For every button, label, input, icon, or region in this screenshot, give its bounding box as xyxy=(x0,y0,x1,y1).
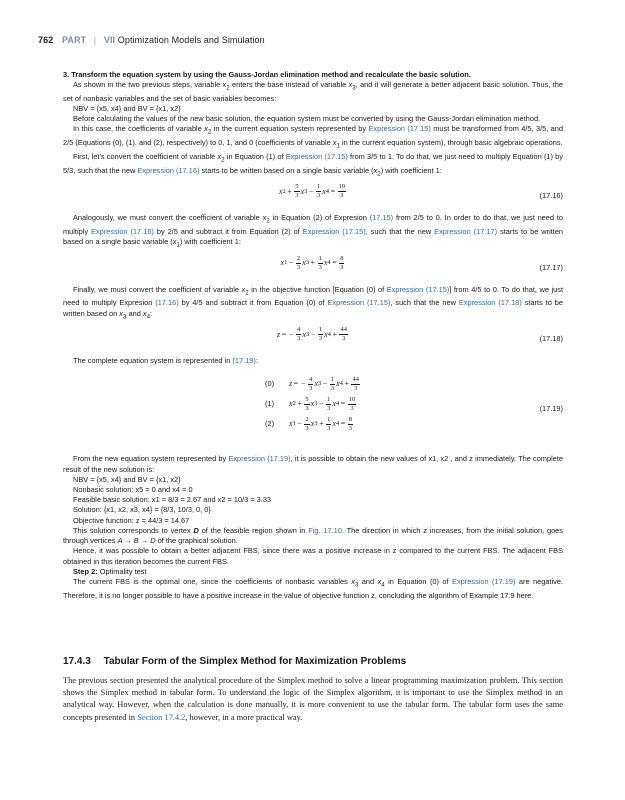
equation: x 2 + $\frac{5}{3}$ x 3 − $\frac{1}{3}$ x 4 = $\frac{10}{3}$ xyxy=(278,183,346,200)
expression-link[interactable]: Expression (17.19) xyxy=(452,576,516,586)
paragraph: Before calculating the values of the new basic solution, the equation system must be converted by using the Gauss-Jordan elimination method. xyxy=(73,114,541,124)
paragraph: From the new equation system represented by Expression (17.19), it is possible to obtain the new values of x1, x2 , and z immediately. The complete result of the new solution is: xyxy=(63,454,563,474)
main-text xyxy=(63,70,563,601)
paragraph: Analogously, we must convert the coefficient of variable $x_2$ in Equation (2) of Expresion (17.15) from 2/5 to 0. In order to do that, we just need to multiply Expression (17.16) by 2/5 and subtract it from Equation (2) of Expression (17.15), such that the new Expression (17.17) starts to be written based on a single basic variable $(x_1)$ with coefficient 1: xyxy=(63,213,564,249)
expression-link[interactable]: Expression (17.15) xyxy=(386,284,450,294)
step2-heading: Step 2: Optimality test xyxy=(73,566,147,576)
equation-17-18 xyxy=(63,326,563,352)
expression-link[interactable]: Expression (17.16) xyxy=(90,226,154,236)
expression-link[interactable]: Expression (17.15) xyxy=(285,151,348,161)
expression-link[interactable]: Expression (17.15) xyxy=(368,124,431,134)
equation-number: (17.16) xyxy=(539,191,563,201)
section-link[interactable]: Section 17.4.2 xyxy=(137,712,186,722)
paragraph: In this case, the coefficients of variable $x_2$ in the current equation system represented by Expression (17.15) must be transformed from 4/5, 3/5, and 2/5 (Equations (0), (1), and (2), respectively) to 0, 1, and 0 (coefficients of variable $x_1$ in the current equation system), through basic algebraic operations. xyxy=(63,124,564,150)
expression-link[interactable]: Expression (17.15) xyxy=(302,226,366,236)
paragraph: The complete equation system is represented in (17.19): xyxy=(73,356,258,366)
section-body xyxy=(63,675,563,724)
expression-link[interactable]: Expression (17.19) xyxy=(228,454,291,464)
step3-heading: 3. Transform the equation system by using the Gauss-Jordan elimination method and recalculate the basic solution. xyxy=(63,70,471,79)
paragraph: Finally, we must convert the coefficient of variable $x_2$ in the objective function [Equation (0) of Expression (17.15)] from 4/5 to 0. To do that, we just need to multiply Expresion (17.16) by 4/5 and subtract it from Equation (0) of Expression (17.15), such that the new Expression (17.18) starts to be written based on $x_3$ and $x_4$: xyxy=(63,284,564,321)
expression-link[interactable]: (17.16) xyxy=(155,298,179,308)
expression-link[interactable]: (17.19) xyxy=(232,356,256,366)
equation: z = − $\frac{4}{3}$ x 3 − $\frac{1}{3}$ x 4 + $\frac{44}{3}$ xyxy=(277,326,347,343)
figure-link[interactable]: Fig. 17.10 xyxy=(308,525,342,535)
equation-label: (2) xyxy=(265,419,275,429)
equation-17-17 xyxy=(63,255,563,281)
expression-link[interactable]: Expression (17.18) xyxy=(458,298,522,308)
expression-link[interactable]: Expression (17.15) xyxy=(327,298,391,308)
result-feasible: Feasible basic solution: x1 = 8/3 = 2.67 and x2 = 10/3 = 3.33 xyxy=(73,495,272,505)
expression-link[interactable]: Expression (17.17) xyxy=(434,226,498,236)
equation-17-16 xyxy=(63,183,563,209)
equation-label: (0) xyxy=(265,379,275,389)
section-title: Tabular Form of the Simplex Method for Maximization Problems xyxy=(103,656,407,667)
equation-number: (17.18) xyxy=(539,334,563,344)
section-number: 17.4.3 xyxy=(63,656,91,667)
part-label: PART xyxy=(61,35,87,45)
separator: | xyxy=(93,35,97,45)
result-nbv: NBV = {x5, x4} and BV = {x1, x2} xyxy=(73,474,181,484)
paragraph: This solution corresponds to vertex D of the feasible region shown in Fig. 17.10. The direction in which z increases, from the initial solution, goes through vertices A → B → D of the graphical solution. xyxy=(63,525,563,546)
equation-number: (17.17) xyxy=(539,262,563,272)
result-solution: Solution: {x1, x2, x3, x4} = {8/3, 10/3, 0, 0} xyxy=(73,505,211,515)
page-number: 762 xyxy=(38,35,54,45)
section-heading xyxy=(63,656,563,667)
result-nonbasic: Nonbasic solution: x5 = 0 and x4 = 0 xyxy=(73,485,193,495)
expression-link[interactable]: (17.15) xyxy=(369,213,394,223)
paragraph: The previous section presented the analytical procedure of the Simplex method to solve a linear programming maximization problem. This section shows the Simplex method in tabular form. To understand the logic of the Simplex algorithm, it is important to use the Simplex method in an analytical way. However, when the calculation is done manually, it is more convenient to use the tabular form. The tabular form uses the same concepts presented in Section 17.4.2, however, in a more practical way. xyxy=(63,676,563,722)
equation-17-19 xyxy=(63,370,563,450)
running-head xyxy=(38,35,265,45)
result-objective: Objective function: z = 44/3 = 14.67 xyxy=(73,515,190,525)
chapter-title: Optimization Models and Simulation xyxy=(117,35,265,45)
part-number: VII xyxy=(103,35,116,45)
equation-system: (0) z = − $\frac{4}{3}$ x 3 − $\frac{1}{3}$ x 4 + $\frac{44}{3}$ (1) x 2 + $\frac{5}{3}$ x 3 − $\frac{1}{3}$ x 4 = $\frac{10}{3}$ (2) x 1 − $\frac{2}{3}$ x 3 + $\frac{1}{3}$ x 4 = $\frac{8}{3}$ xyxy=(265,375,359,432)
equation-number: (17.19) xyxy=(539,404,563,414)
equation-label: (1) xyxy=(265,399,275,409)
equation: x 1 − $\frac{2}{3}$ x 3 + $\frac{1}{3}$ x 4 = $\frac{8}{3}$ xyxy=(280,254,344,271)
paragraph: As shown in the two previous steps, variable $x_2$ enters the base instead of variable $x_3$, and it will generate a better adjacent basic solution. Thus, the set of nonbasic variables and the set of basic variables becomes: xyxy=(63,80,563,103)
paragraph: The current FBS is the optimal one, since the coefficients of nonbasic variables $x_3$ and $x_4$ in Equation (0) of Expression (17.19) are negative. Therefore, it is no longer possible to have a positive increase in the value of objective function z, concluding the algorithm of Example 17.9 here. xyxy=(63,576,563,600)
expression-link[interactable]: Expression (17.16) xyxy=(137,165,200,175)
paragraph: Hence, it was possible to obtain a better adjacent FBS, since there was a positive increase in z compared to the current FBS. The adjacent FBS obtained in this iteration becomes the current FBS. xyxy=(63,546,563,566)
nbv-line: NBV = {x5, x4} and BV = {x1, x2} xyxy=(73,104,181,114)
paragraph: First, let’s convert the coefficient of variable $x_2$ in Equation (1) of Expression (17.15) from 3/5 to 1. To do that, we just need to multiply Equation (1) by 5/3, such that the new Expression (17.16) starts to be written based on a single basic variable $(x_2)$ with coefficient 1: xyxy=(63,151,563,177)
